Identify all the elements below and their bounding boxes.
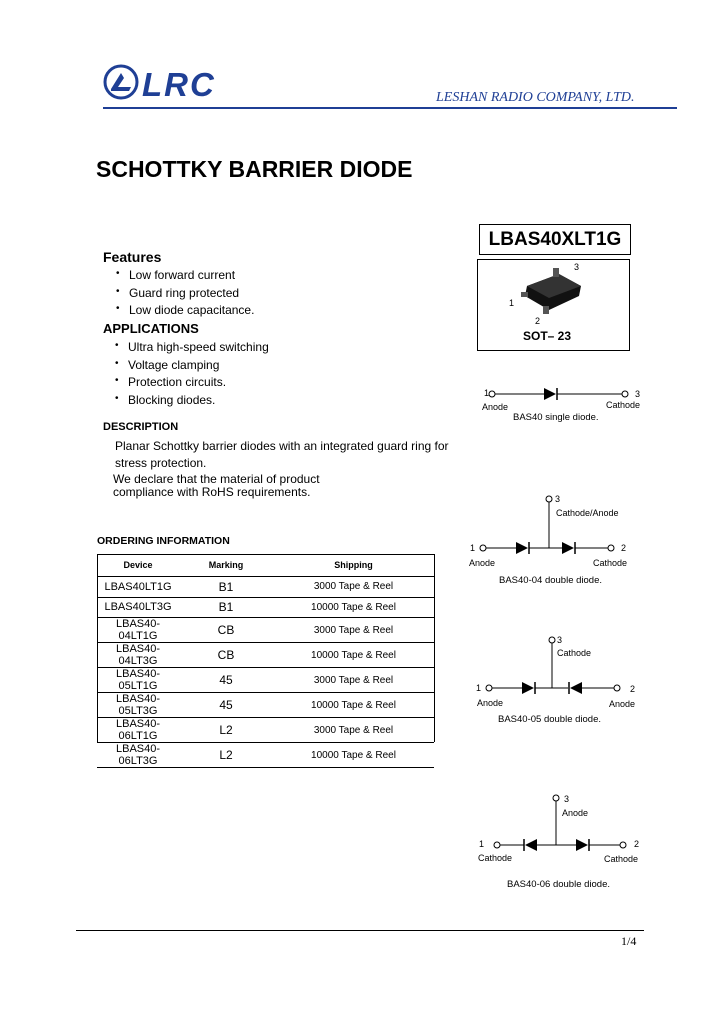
shipping-cell: 10000 Tape & Reel: [273, 597, 434, 618]
d04-top-label: Cathode/Anode: [556, 508, 619, 518]
package-pin-1: 1: [509, 298, 515, 308]
shipping-cell: 3000 Tape & Reel: [273, 718, 434, 743]
package-pin-2: 2: [535, 316, 541, 326]
company-name: LESHAN RADIO COMPANY, LTD.: [436, 90, 635, 105]
table-row: [97, 577, 434, 598]
list-item: • Voltage clamping: [103, 358, 269, 376]
page-number: 1/4: [621, 934, 637, 948]
marking-cell: B1: [179, 577, 273, 598]
marking-cell: 45: [179, 668, 273, 693]
table-row: [97, 668, 434, 693]
description-line-4: compliance with RoHS requirements.: [113, 485, 311, 499]
single-anode-label: Anode: [482, 402, 509, 412]
marking-cell: CB: [179, 618, 273, 643]
list-item: • Guard ring protected: [104, 286, 254, 304]
d06-caption: BAS40-06 double diode.: [507, 879, 610, 890]
d04-pin-2: 2: [621, 543, 627, 553]
d06-pin-1: 1: [479, 839, 485, 849]
table-row: [97, 618, 434, 643]
d05-top-label: Cathode: [557, 648, 592, 658]
column-header: Marking: [179, 554, 273, 577]
shipping-cell: 10000 Tape & Reel: [273, 643, 434, 668]
d05-left-label: Anode: [477, 698, 504, 708]
description-heading: DESCRIPTION: [103, 421, 179, 433]
column-header: Device: [97, 554, 179, 577]
table-row: [97, 693, 434, 718]
marking-cell: CB: [179, 643, 273, 668]
d06-right-label: Cathode: [604, 854, 639, 864]
d05-pin-2: 2: [630, 684, 636, 694]
single-pin-3: 3: [635, 389, 641, 399]
d06-pin-3: 3: [564, 794, 570, 804]
device-cell: LBAS40LT1G: [97, 577, 179, 598]
shipping-cell: 3000 Tape & Reel: [273, 577, 434, 598]
list-item: • Low forward current: [104, 268, 254, 286]
description-line-3: We declare that the material of product: [113, 472, 320, 486]
d04-right-label: Cathode: [593, 558, 628, 568]
d05-pin-3: 3: [557, 635, 563, 645]
single-pin-1: 1: [484, 388, 490, 398]
d06-top-label: Anode: [562, 808, 589, 818]
marking-cell: 45: [179, 693, 273, 718]
shipping-cell: 3000 Tape & Reel: [273, 668, 434, 693]
device-cell: LBAS40-04LT1G: [97, 618, 179, 643]
header-rule: [103, 107, 677, 109]
device-cell: LBAS40-06LT3G: [97, 743, 179, 768]
features-heading: Features: [103, 249, 162, 265]
shipping-cell: 10000 Tape & Reel: [273, 693, 434, 718]
part-number-box: LBAS40XLT1G: [479, 224, 631, 255]
d05-right-label: Anode: [609, 699, 636, 709]
list-item: • Ultra high-speed switching: [103, 340, 269, 358]
marking-cell: L2: [179, 718, 273, 743]
shipping-cell: 10000 Tape & Reel: [273, 743, 434, 768]
d06-pin-2: 2: [634, 839, 640, 849]
d05-pin-1: 1: [476, 683, 482, 693]
logo-text: LRC: [142, 66, 216, 103]
applications-heading: APPLICATIONS: [103, 321, 199, 336]
list-item: • Low diode capacitance.: [104, 303, 254, 321]
d04-pin-3: 3: [555, 494, 561, 504]
description-line-2: stress protection.: [115, 456, 207, 470]
d05-caption: BAS40-05 double diode.: [498, 714, 601, 725]
shipping-cell: 3000 Tape & Reel: [273, 618, 434, 643]
lrc-logo-icon: [102, 63, 140, 101]
table-row: [97, 718, 434, 743]
description-line-1: Planar Schottky barrier diodes with an integrated guard ring for: [115, 439, 449, 453]
d04-left-label: Anode: [469, 558, 496, 568]
table-row: [97, 597, 434, 618]
marking-cell: B1: [179, 597, 273, 618]
ordering-heading: ORDERING INFORMATION: [97, 535, 230, 547]
table-row: [97, 643, 434, 668]
table-row: [97, 743, 434, 768]
single-caption: BAS40 single diode.: [513, 412, 599, 423]
list-item: • Protection circuits.: [103, 375, 269, 393]
footer-rule: [76, 930, 644, 931]
device-cell: LBAS40-05LT1G: [97, 668, 179, 693]
package-name: SOT– 23: [523, 329, 572, 343]
device-cell: LBAS40-04LT3G: [97, 643, 179, 668]
device-cell: LBAS40LT3G: [97, 597, 179, 618]
applications-list: [103, 340, 269, 410]
ordering-table: [97, 554, 434, 768]
d04-caption: BAS40-04 double diode.: [499, 575, 602, 586]
sot23-package-icon: [519, 266, 589, 316]
package-pin-3: 3: [574, 262, 580, 272]
single-cathode-label: Cathode: [606, 400, 641, 410]
device-cell: LBAS40-05LT3G: [97, 693, 179, 718]
d04-pin-1: 1: [470, 543, 476, 553]
d06-left-label: Cathode: [478, 853, 513, 863]
page-title: SCHOTTKY BARRIER DIODE: [96, 156, 413, 182]
column-header: Shipping: [273, 554, 434, 577]
bas40-04-schematic: [474, 492, 634, 562]
features-list: [104, 268, 254, 321]
device-cell: LBAS40-06LT1G: [97, 718, 179, 743]
marking-cell: L2: [179, 743, 273, 768]
list-item: • Blocking diodes.: [103, 393, 269, 411]
